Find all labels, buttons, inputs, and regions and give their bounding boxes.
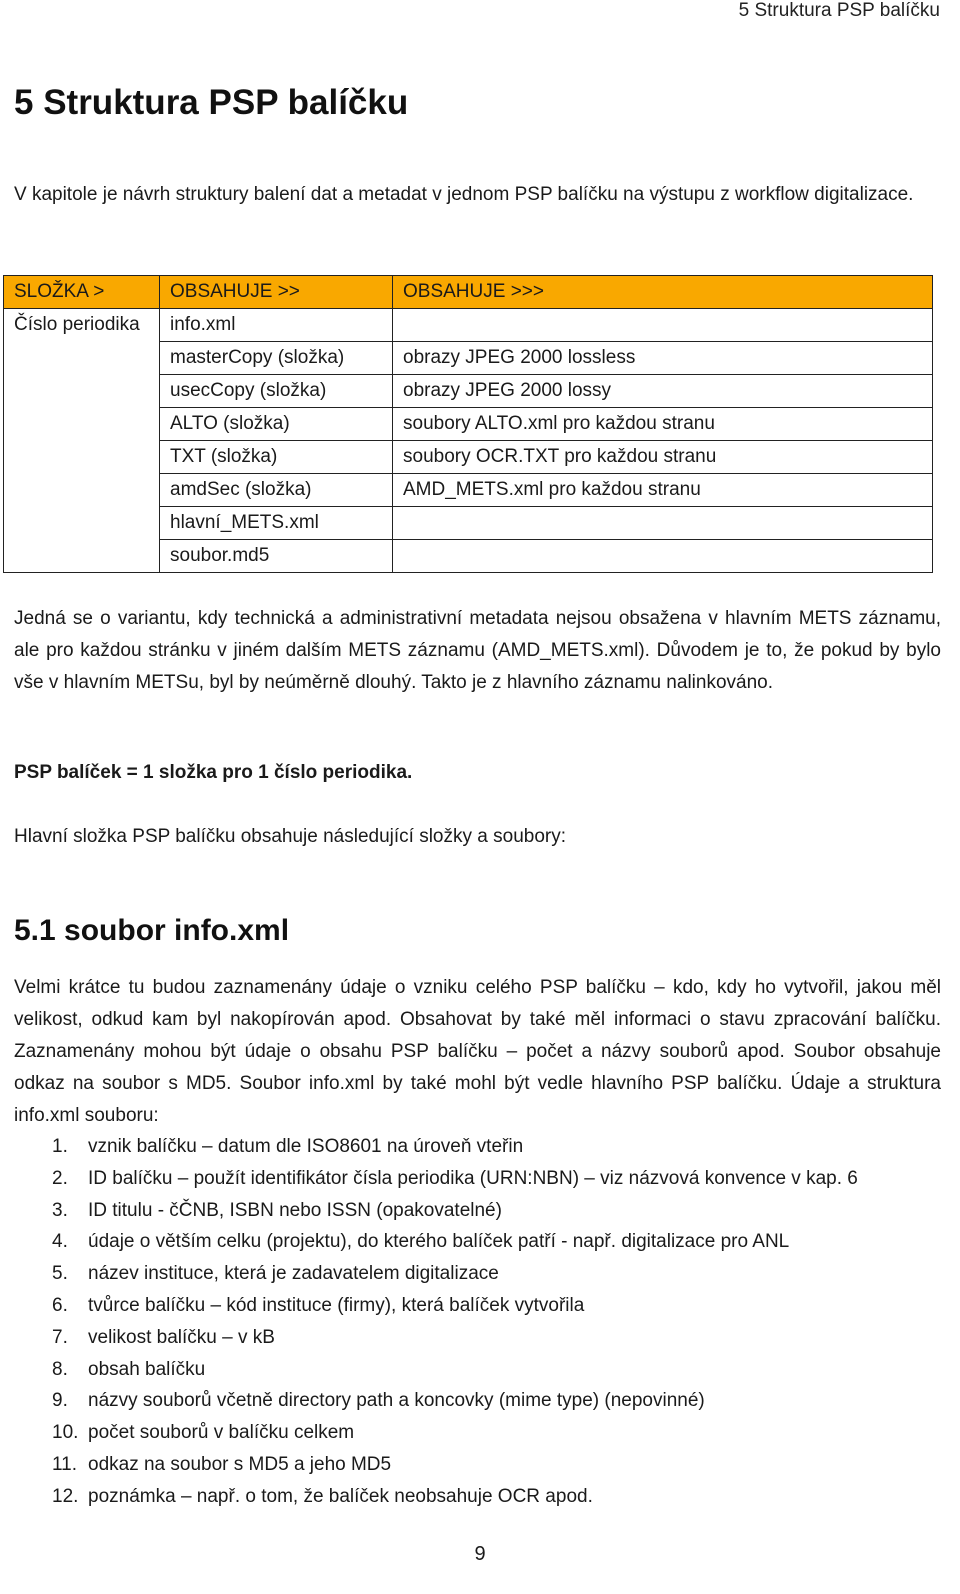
table-cell: soubor.md5	[160, 540, 393, 573]
list-text: velikost balíčku – v kB	[88, 1326, 275, 1348]
section-title: 5.1 soubor info.xml	[14, 914, 290, 947]
table-cell: usecCopy (složka)	[160, 375, 393, 408]
table-header-cell: OBSAHUJE >>>	[393, 276, 933, 309]
table-cell: obrazy JPEG 2000 lossy	[393, 375, 933, 408]
table-cell: info.xml	[160, 309, 393, 342]
table-cell: ALTO (složka)	[160, 408, 393, 441]
list-text: tvůrce balíčku – kód instituce (firmy), která balíček vytvořila	[88, 1294, 585, 1316]
info-xml-field-list	[52, 1131, 858, 1513]
list-text: název instituce, která je zadavatelem digitalizace	[88, 1263, 499, 1285]
list-item	[52, 1195, 858, 1227]
list-text: počet souborů v balíčku celkem	[88, 1422, 355, 1444]
list-number: 5.	[52, 1263, 68, 1285]
list-item	[52, 1417, 858, 1449]
list-item	[52, 1131, 858, 1163]
list-item	[52, 1258, 858, 1290]
package-rule: PSP balíček = 1 složka pro 1 číslo periodika.	[14, 762, 413, 783]
table-row	[4, 309, 933, 342]
list-number: 11.	[52, 1453, 78, 1475]
list-number: 4.	[52, 1231, 68, 1253]
table-cell: soubory ALTO.xml pro každou stranu	[393, 408, 933, 441]
section-paragraph: Velmi krátce tu budou zaznamenány údaje o vzniku celého PSP balíčku – kdo, kdy ho vytvořil, jakou měl velikost, odkud kam byl nakopírován apod. Obsahovat by také měl informaci o stavu zpracování balíčku. Zaznamenány mohou být údaje o obsahu PSP balíčku – počet a názvy souborů apod. Soubor obsahuje odkaz na soubor s MD5. Soubor info.xml by také mohl být vedle hlavního PSP balíčku. Údaje a struktura info.xml souboru:	[14, 977, 941, 1126]
table-header-cell: SLOŽKA >	[4, 276, 160, 309]
list-item	[52, 1226, 858, 1258]
table-header-row	[4, 276, 933, 309]
table-header-cell: OBSAHUJE >>	[160, 276, 393, 309]
intro-paragraph: V kapitole je návrh struktury balení dat a metadat v jednom PSP balíčku na výstupu z workflow digitalizace.	[14, 184, 914, 205]
list-text: ID balíčku – použít identifikátor čísla periodika (URN:NBN) – viz názvová konvence v kap. 6	[88, 1167, 858, 1189]
list-number: 8.	[52, 1358, 68, 1380]
list-text: vznik balíčku – datum dle ISO8601 na úroveň vteřin	[88, 1136, 524, 1157]
list-item	[52, 1322, 858, 1354]
list-number: 3.	[52, 1199, 68, 1221]
list-text: obsah balíčku	[88, 1358, 206, 1380]
running-header: 5 Struktura PSP balíčku	[738, 0, 940, 21]
list-number: 9.	[52, 1390, 68, 1412]
table-cell: amdSec (složka)	[160, 474, 393, 507]
list-item	[52, 1449, 858, 1481]
list-number: 6.	[52, 1294, 68, 1316]
list-number: 12.	[52, 1485, 79, 1507]
list-text: odkaz na soubor s MD5 a jeho MD5	[88, 1453, 392, 1475]
table-cell: soubory OCR.TXT pro každou stranu	[393, 441, 933, 474]
table-cell: obrazy JPEG 2000 lossless	[393, 342, 933, 375]
list-text: údaje o větším celku (projektu), do kterého balíček patří - např. digitalizace pro ANL	[88, 1231, 790, 1253]
main-folder-line: Hlavní složka PSP balíčku obsahuje následující složky a soubory:	[14, 826, 567, 847]
list-text: poznámka – např. o tom, že balíček neobsahuje OCR apod.	[88, 1485, 593, 1507]
chapter-title: 5 Struktura PSP balíčku	[14, 83, 409, 122]
list-number: 2.	[52, 1167, 68, 1189]
page-number: 9	[474, 1543, 486, 1565]
variant-paragraph: Jedná se o variantu, kdy technická a administrativní metadata nejsou obsažena v hlavním METS záznamu, ale pro každou stránku v jiném dalším METS záznamu (AMD_METS.xml). Důvodem je to, že pokud by bylo vše v hlavním METSu, byl by neúměrně dlouhý. Takto je z hlavního záznamu nalinkováno.	[14, 608, 941, 693]
table-cell	[393, 309, 933, 342]
table-cell: hlavní_METS.xml	[160, 507, 393, 540]
folder-cell: Číslo periodika	[4, 309, 160, 573]
table-cell: TXT (složka)	[160, 441, 393, 474]
package-structure-table	[3, 275, 933, 573]
list-item	[52, 1385, 858, 1417]
table-cell	[393, 540, 933, 573]
list-item	[52, 1354, 858, 1386]
table-cell: AMD_METS.xml pro každou stranu	[393, 474, 933, 507]
list-number: 7.	[52, 1326, 68, 1348]
table-cell	[393, 507, 933, 540]
list-number: 10.	[52, 1422, 79, 1444]
list-item	[52, 1481, 858, 1513]
list-item	[52, 1163, 858, 1195]
list-text: názvy souborů včetně directory path a koncovky (mime type) (nepovinné)	[88, 1390, 705, 1412]
list-text: ID titulu - čČNB, ISBN nebo ISSN (opakovatelné)	[88, 1199, 502, 1221]
table-cell: masterCopy (složka)	[160, 342, 393, 375]
list-item	[52, 1290, 858, 1322]
list-number: 1.	[52, 1136, 68, 1157]
